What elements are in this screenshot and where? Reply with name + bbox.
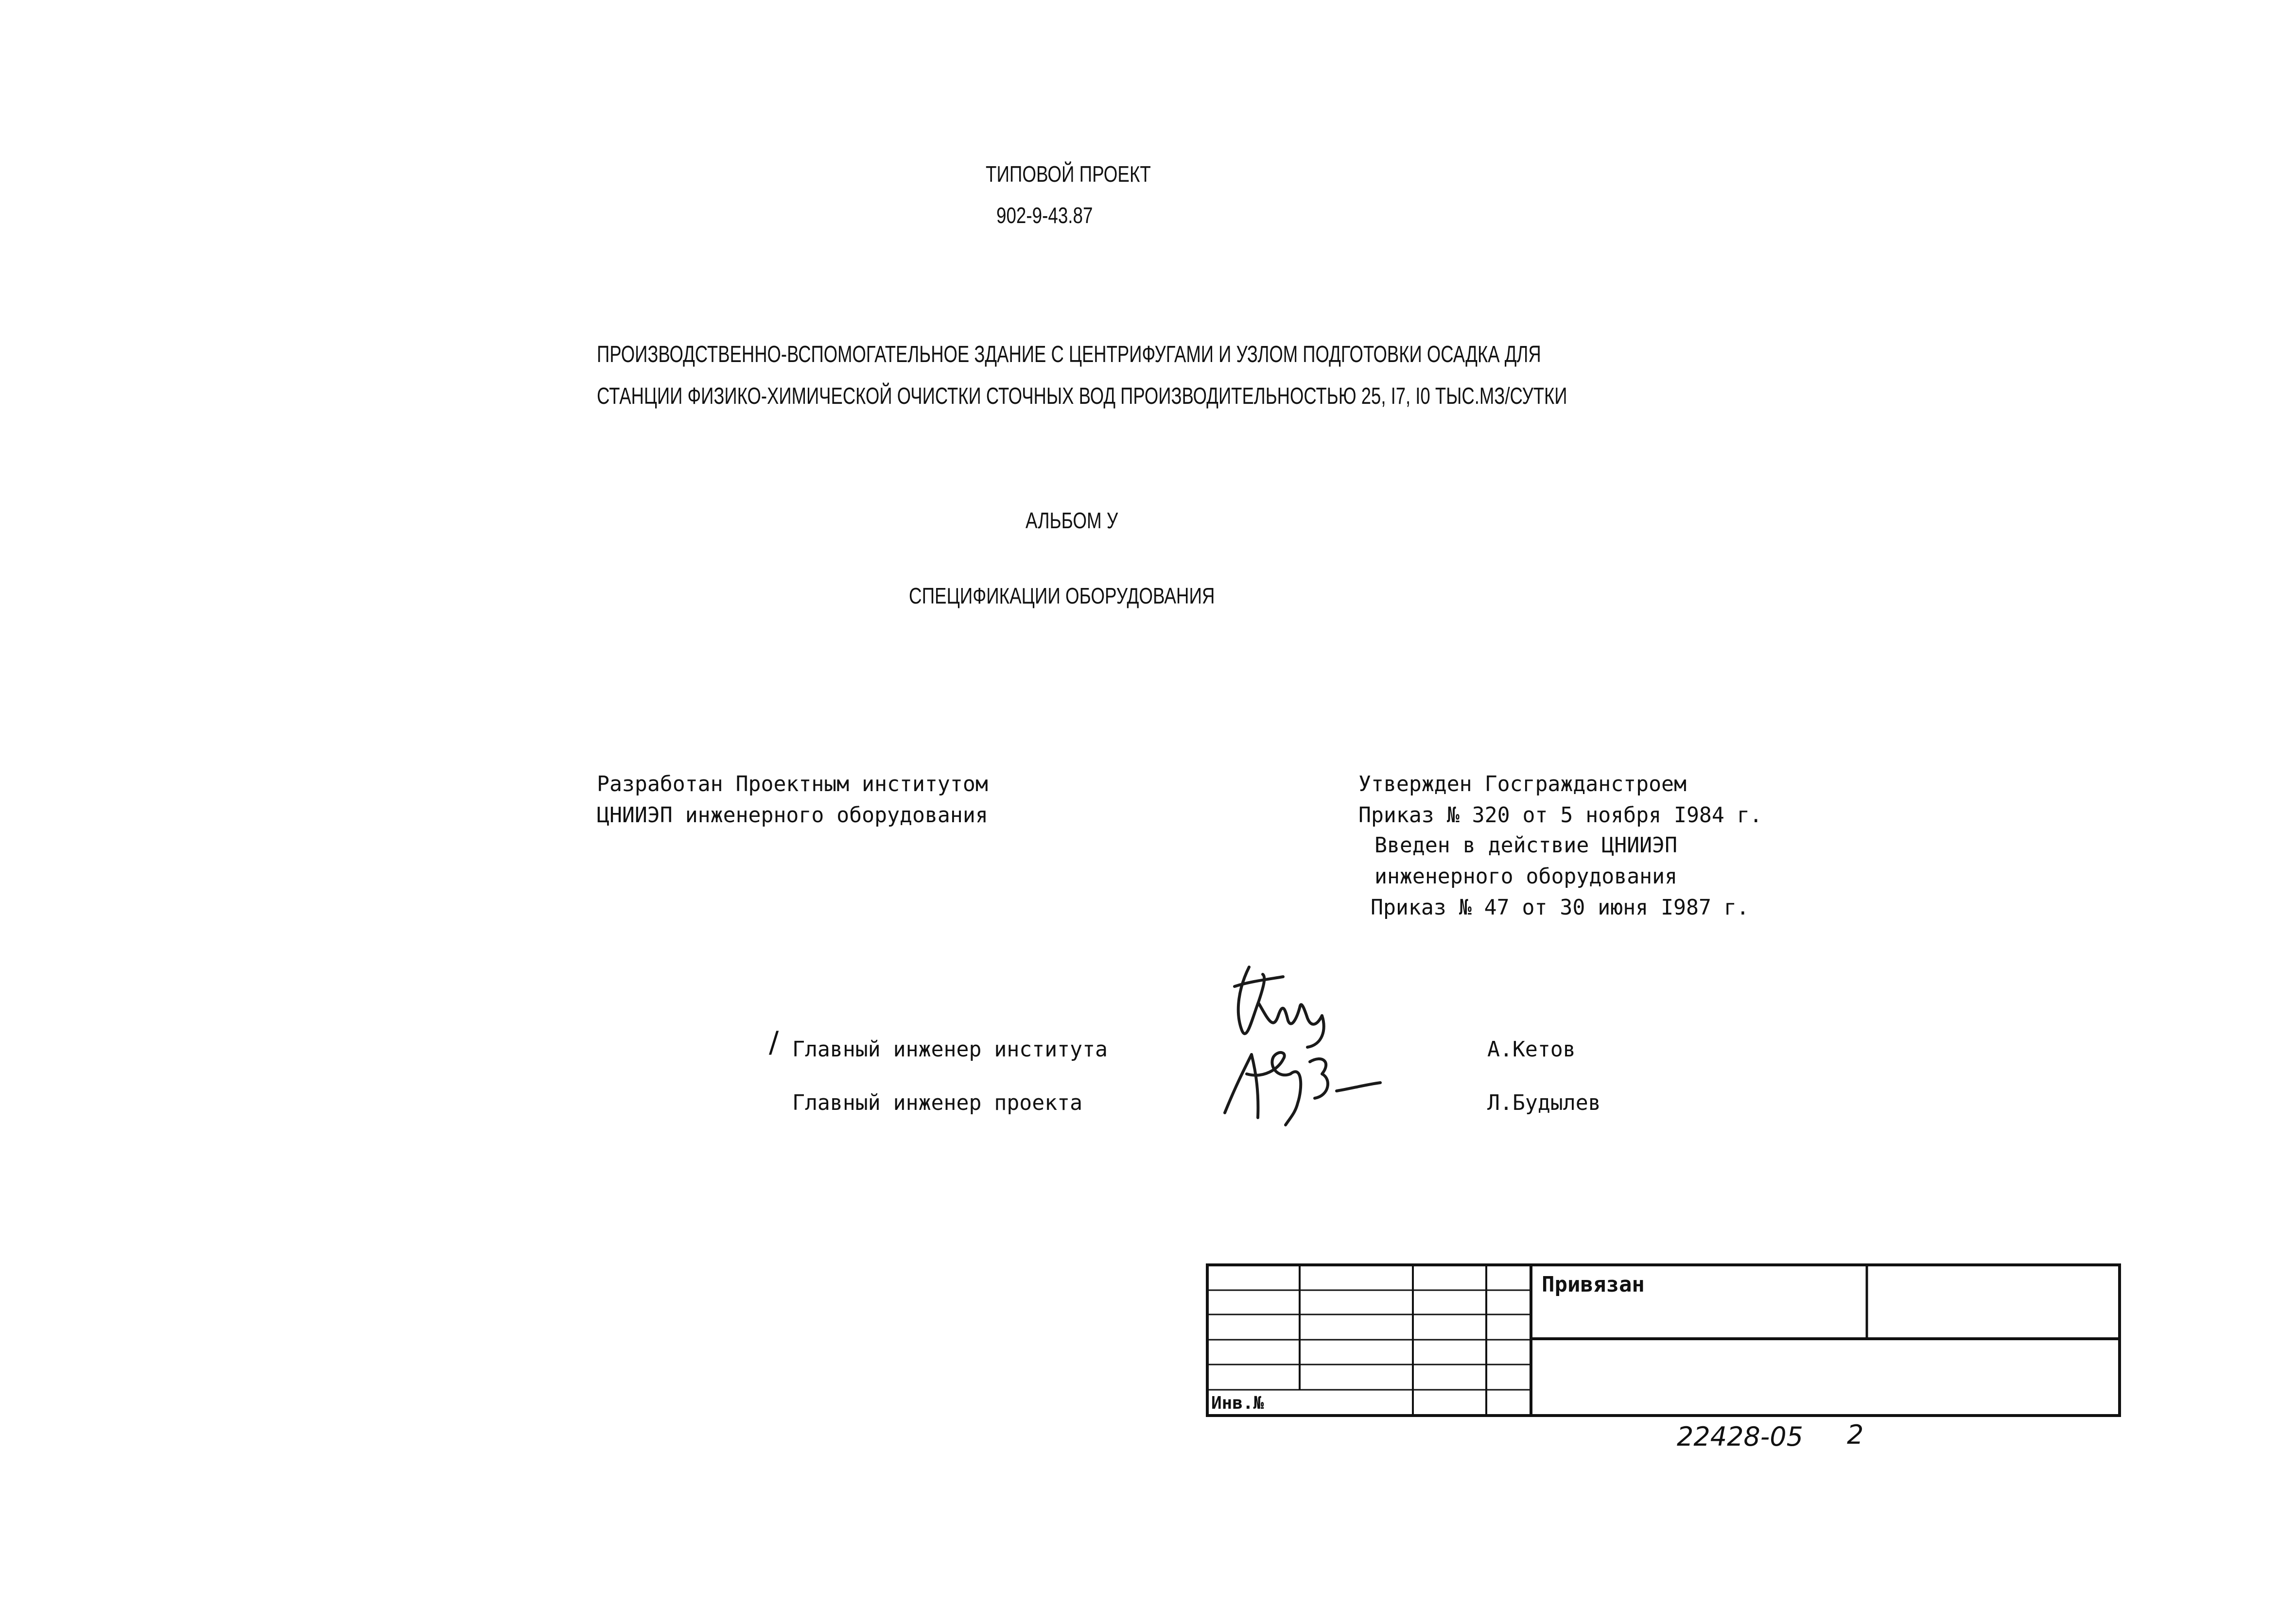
- album-subject: СПЕЦИФИКАЦИИ ОБОРУДОВАНИЯ: [909, 583, 1215, 608]
- chief-engineer-institute-role: Главный инженер института: [792, 1037, 1108, 1062]
- approval-line-4: инженерного оборудования: [1374, 864, 1678, 889]
- approval-line-3: Введен в действие ЦНИИЭП: [1374, 833, 1678, 858]
- project-number: 902-9-43.87: [996, 203, 1093, 228]
- project-type-label: ТИПОВОЙ ПРОЕКТ: [986, 161, 1151, 187]
- title-line-2: СТАНЦИИ ФИЗИКО-ХИМИЧЕСКОЙ ОЧИСТКИ СТОЧНЫХ ВОД ПРОИЗВОДИТЕЛЬНОСТЬЮ 25, I7, I0 ТЫС.МЗ/СУТКИ: [597, 383, 1567, 409]
- title-line-1: ПРОИЗВОДСТВЕННО-ВСПОМОГАТЕЛЬНОЕ ЗДАНИЕ С ЦЕНТРИФУГАМИ И УЗЛОМ ПОДГОТОВКИ ОСАДКА ДЛЯ: [597, 342, 1541, 367]
- developer-line-2: ЦНИИЭП инженерного оборудования: [597, 803, 988, 828]
- stamp-grid: [1206, 1263, 2121, 1417]
- approval-line-1: Утвержден Госгражданстроем: [1358, 772, 1687, 796]
- slash-mark: /: [769, 1025, 779, 1059]
- approval-line-5: Приказ № 47 от 30 июня I987 г.: [1371, 895, 1749, 920]
- stamp-bound-label: Привязан: [1542, 1272, 1645, 1297]
- document-code: 22428-05: [1677, 1421, 1803, 1452]
- stamp-inv-label: Инв.№: [1211, 1393, 1264, 1413]
- album-name: АЛЬБОМ У: [1026, 508, 1118, 533]
- chief-engineer-project-role: Главный инженер проекта: [792, 1090, 1083, 1115]
- chief-engineer-project-name: Л.Будылев: [1487, 1090, 1601, 1115]
- handwritten-signatures: [1205, 957, 1429, 1161]
- developer-line-1: Разработан Проектным институтом: [597, 772, 988, 796]
- approval-line-2: Приказ № 320 от 5 ноября I984 г.: [1358, 803, 1762, 828]
- chief-engineer-institute-name: А.Кетов: [1487, 1037, 1576, 1062]
- sheet-number: 2: [1847, 1419, 1864, 1450]
